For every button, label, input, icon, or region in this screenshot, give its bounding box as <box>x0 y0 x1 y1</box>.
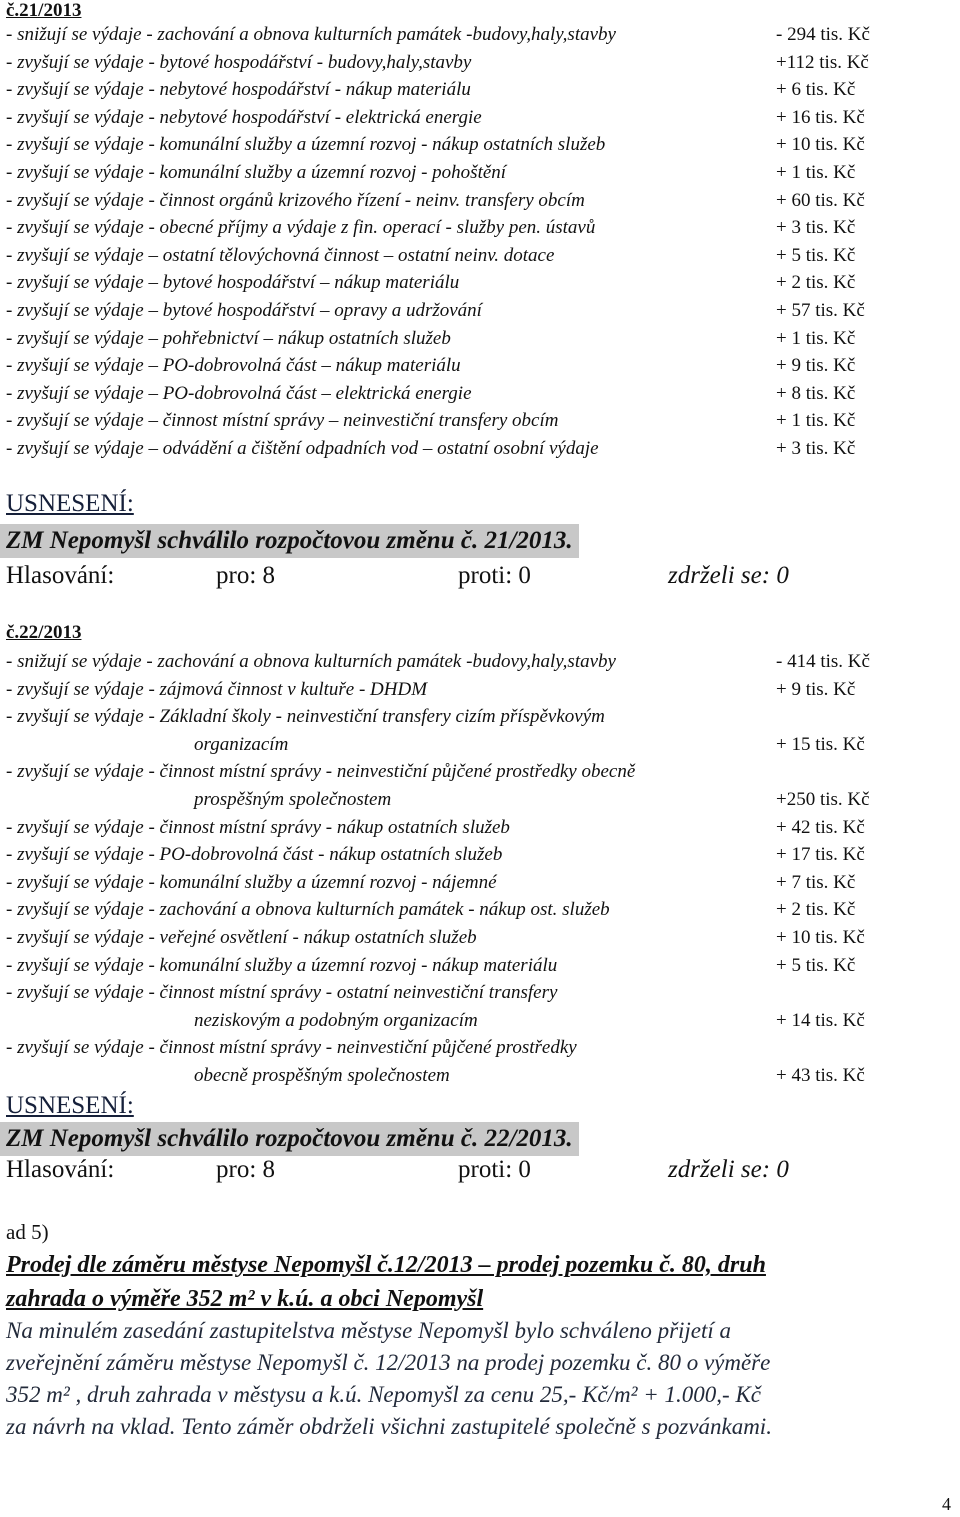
budget-line-amount: + 9 tis. Kč <box>776 678 856 700</box>
approval-21: ZM Nepomyšl schválilo rozpočtovou změnu č. 21/2013. <box>0 524 579 558</box>
sale-paragraph-line-1: Na minulém zasedání zastupitelstva městyse Nepomyšl bylo schváleno přijetí a <box>6 1318 732 1343</box>
budget-line-amount: + 9 tis. Kč <box>776 355 856 377</box>
vote-label: Hlasování: <box>6 1156 115 1183</box>
budget-line-description: - zvyšují se výdaje - komunální služby a územní rozvoj - nájemné <box>6 871 497 893</box>
budget-line-description: - zvyšují se výdaje - činnost místní správy - ostatní neinvestiční transfery <box>6 982 558 1004</box>
budget-line-description: - zvyšují se výdaje – bytové hospodářství – nákup materiálu <box>6 272 460 294</box>
budget-line-description: prospěšným společnostem <box>194 789 392 810</box>
budget-line-description: - zvyšují se výdaje - zájmová činnost v kultuře - DHDM <box>6 678 428 700</box>
budget-line-description: - zvyšují se výdaje – PO-dobrovolná část – nákup materiálu <box>6 355 461 377</box>
budget-line-amount: + 1 tis. Kč <box>776 162 856 183</box>
budget-line-description: - zvyšují se výdaje - obecné příjmy a výdaje z fin. operací - služby pen. ústavů <box>6 217 596 239</box>
budget-line-description: - zvyšují se výdaje - činnost orgánů krizového řízení - neinv. transfery obcím <box>6 189 585 211</box>
vote-proti: proti: 0 <box>458 1156 531 1183</box>
budget-line-amount: + 10 tis. Kč <box>776 134 865 156</box>
budget-line-description: - zvyšují se výdaje - nebytové hospodářství - elektrická energie <box>6 106 482 128</box>
budget-line-amount: + 10 tis. Kč <box>776 927 865 948</box>
budget-line-amount: +250 tis. Kč <box>776 789 870 810</box>
usneseni-label-21: USNESENÍ: <box>6 490 134 517</box>
section-heading-22: č.22/2013 <box>6 622 82 643</box>
usneseni-label-22: USNESENÍ: <box>6 1092 134 1119</box>
budget-line-description: - zvyšují se výdaje – pohřebnictví – nákup ostatních služeb <box>6 327 451 349</box>
budget-line-description: - zvyšují se výdaje – činnost místní správy – neinvestiční transfery obcím <box>6 410 559 432</box>
budget-line-amount: - 294 tis. Kč <box>776 24 870 45</box>
budget-line-amount: + 60 tis. Kč <box>776 189 865 211</box>
budget-line-description: - zvyšují se výdaje - komunální služby a územní rozvoj - nákup ostatních služeb <box>6 134 606 156</box>
agenda-item-label: ad 5) <box>6 1220 49 1244</box>
approval-22: ZM Nepomyšl schválilo rozpočtovou změnu č. 22/2013. <box>0 1122 579 1156</box>
vote-pro: pro: 8 <box>216 562 276 589</box>
sale-title-line-1: Prodej dle záměru městyse Nepomyšl č.12/2013 – prodej pozemku č. 80, druh <box>6 1252 766 1278</box>
budget-line-description: - zvyšují se výdaje – odvádění a čištění odpadních vod – ostatní osobní výdaje <box>6 438 599 459</box>
budget-line-description: - zvyšují se výdaje – PO-dobrovolná část – elektrická energie <box>6 382 472 404</box>
budget-line-description: - zvyšují se výdaje – bytové hospodářství – opravy a udržování <box>6 300 482 321</box>
budget-line-amount: + 2 tis. Kč <box>776 272 856 294</box>
budget-line-amount: + 1 tis. Kč <box>776 327 856 349</box>
vote-zdrzeli: zdrželi se: 0 <box>668 562 789 589</box>
vote-label: Hlasování: <box>6 562 115 589</box>
sale-paragraph-line-3: 352 m² , druh zahrada v městysu a k.ú. Nepomyšl za cenu 25,- Kč/m² + 1.000,- Kč <box>6 1382 762 1407</box>
budget-line-description: - snižují se výdaje - zachování a obnova kulturních památek -budovy,haly,stavby <box>6 24 616 45</box>
budget-line-amount: + 5 tis. Kč <box>776 244 856 266</box>
sale-paragraph-line-2: zveřejnění záměru městyse Nepomyšl č. 12/2013 na prodej pozemku č. 80 o výměře <box>6 1350 771 1375</box>
budget-line-amount: + 17 tis. Kč <box>776 844 865 866</box>
budget-line-description: - zvyšují se výdaje - činnost místní správy - nákup ostatních služeb <box>6 816 510 838</box>
budget-line-description: - zvyšují se výdaje - PO-dobrovolná část - nákup ostatních služeb <box>6 844 503 866</box>
budget-line-amount: + 7 tis. Kč <box>776 871 856 893</box>
budget-line-amount: + 42 tis. Kč <box>776 816 865 838</box>
budget-line-amount: +112 tis. Kč <box>776 51 869 73</box>
budget-line-description: organizacím <box>194 733 289 755</box>
budget-line-amount: + 1 tis. Kč <box>776 410 856 432</box>
budget-line-amount: + 43 tis. Kč <box>776 1065 865 1086</box>
budget-line-amount: - 414 tis. Kč <box>776 651 870 672</box>
budget-line-description: neziskovým a podobným organizacím <box>194 1009 478 1031</box>
budget-line-amount: + 2 tis. Kč <box>776 899 856 921</box>
budget-line-amount: + 57 tis. Kč <box>776 300 865 321</box>
budget-line-description: obecně prospěšným společnostem <box>194 1065 450 1086</box>
budget-line-amount: + 3 tis. Kč <box>776 217 856 239</box>
budget-line-description: - snižují se výdaje - zachování a obnova kulturních památek -budovy,haly,stavby <box>6 651 616 672</box>
budget-line-amount: + 3 tis. Kč <box>776 438 856 459</box>
budget-line-description: - zvyšují se výdaje - komunální služby a územní rozvoj - pohoštění <box>6 162 507 183</box>
budget-line-amount: + 8 tis. Kč <box>776 382 856 404</box>
sale-paragraph-line-4: za návrh na vklad. Tento záměr obdrželi všichni zastupitelé společně s pozvánkami. <box>6 1414 772 1439</box>
vote-proti: proti: 0 <box>458 562 531 589</box>
budget-line-description: - zvyšují se výdaje - činnost místní správy - neinvestiční půjčené prostředky obecně <box>6 761 636 783</box>
budget-line-description: - zvyšují se výdaje - bytové hospodářství - budovy,haly,stavby <box>6 51 472 73</box>
vote-zdrzeli: zdrželi se: 0 <box>668 1156 789 1183</box>
budget-line-amount: + 6 tis. Kč <box>776 79 856 101</box>
budget-line-description: - zvyšují se výdaje - nebytové hospodářství - nákup materiálu <box>6 79 471 101</box>
budget-line-amount: + 5 tis. Kč <box>776 954 856 976</box>
budget-line-amount: + 15 tis. Kč <box>776 733 865 755</box>
budget-line-description: - zvyšují se výdaje - Základní školy - neinvestiční transfery cizím příspěvkovým <box>6 706 605 728</box>
budget-line-description: - zvyšují se výdaje - zachování a obnova kulturních památek - nákup ost. služeb <box>6 899 610 921</box>
budget-line-description: - zvyšují se výdaje – ostatní tělovýchovná činnost – ostatní neinv. dotace <box>6 244 555 266</box>
page-number: 4 <box>942 1494 951 1514</box>
budget-line-amount: + 14 tis. Kč <box>776 1009 865 1031</box>
budget-line-description: - zvyšují se výdaje - veřejné osvětlení - nákup ostatních služeb <box>6 927 477 948</box>
sale-title-line-2: zahrada o výměře 352 m² v k.ú. a obci Nepomyšl <box>6 1286 484 1312</box>
section-heading-21: č.21/2013 <box>6 0 82 21</box>
budget-line-description: - zvyšují se výdaje - činnost místní správy - neinvestiční půjčené prostředky <box>6 1037 577 1059</box>
budget-line-description: - zvyšují se výdaje - komunální služby a územní rozvoj - nákup materiálu <box>6 954 558 976</box>
vote-pro: pro: 8 <box>216 1156 276 1183</box>
budget-line-amount: + 16 tis. Kč <box>776 106 865 128</box>
